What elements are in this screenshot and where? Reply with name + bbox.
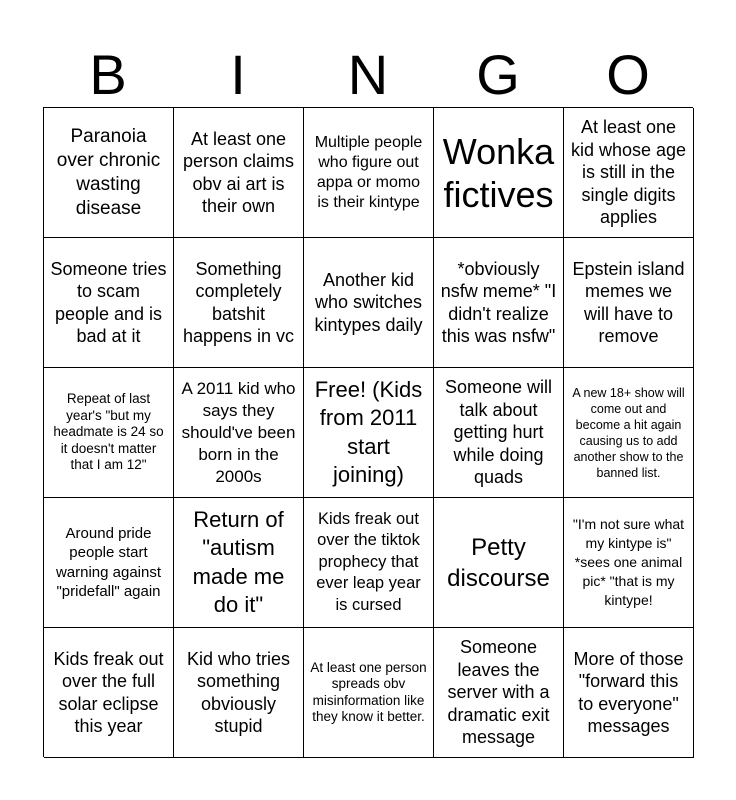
cell-text: Petty discourse (447, 533, 550, 592)
title-letter-g: G (476, 43, 520, 106)
cell-text: Someone will talk about getting hurt while doing quads (444, 377, 553, 488)
title-letter-i: I (230, 43, 246, 106)
bingo-cell[interactable] (304, 628, 434, 758)
cell-text: Paranoia over chronic wasting disease (56, 125, 161, 219)
cell-text: Multiple people who figure out appa or momo is their kintype (314, 133, 423, 211)
bingo-cell[interactable] (564, 628, 694, 758)
cell-text: Epstein island memes we will have to remove (572, 258, 685, 346)
bingo-cell[interactable] (174, 108, 304, 238)
free-space-cell[interactable] (304, 368, 434, 498)
cell-text: Kids freak out over the tiktok prophecy that ever leap year is cursed (316, 509, 421, 614)
cell-text: Someone leaves the server with a dramatic exit message (447, 637, 550, 748)
bingo-cell[interactable] (564, 498, 694, 628)
cell-text: A new 18+ show will come out and become a hit again causing us to add another show to the banned list. (572, 385, 685, 480)
title-letter-o: O (606, 43, 650, 106)
bingo-cell[interactable] (44, 628, 174, 758)
cell-text: Kid who tries something obviously stupid (186, 648, 291, 736)
cell-text: At least one kid whose age is still in the single digits applies (570, 117, 687, 228)
bingo-cell[interactable] (174, 628, 304, 758)
bingo-cell[interactable] (44, 498, 174, 628)
cell-text: *obviously nsfw meme* "I didn't realize this was nsfw" (440, 258, 557, 346)
cell-text: Kids freak out over the full solar eclipse this year (53, 648, 164, 736)
bingo-cell[interactable] (434, 108, 564, 238)
bingo-cell[interactable] (564, 108, 694, 238)
bingo-cell[interactable] (434, 238, 564, 368)
cell-text: At least one person spreads obv misinformation like they know it better. (310, 659, 427, 724)
cell-text: "I'm not sure what my kintype is" *sees one animal pic* "that is my kintype! (572, 516, 685, 608)
cell-text: Wonka fictives (442, 130, 555, 215)
cell-text: More of those "forward this to everyone" messages (573, 648, 684, 736)
cell-text: Someone tries to scam people and is bad at it (50, 258, 167, 346)
cell-text: A 2011 kid who says they should've been born in the 2000s (181, 378, 296, 486)
bingo-cell[interactable] (564, 368, 694, 498)
cell-text: Free! (Kids from 2011 start joining) (314, 376, 423, 487)
bingo-cell[interactable] (174, 368, 304, 498)
bingo-cell[interactable] (44, 238, 174, 368)
bingo-cell[interactable] (304, 108, 434, 238)
cell-text: Another kid who switches kintypes daily (314, 269, 423, 335)
cell-text: Repeat of last year's "but my headmate is 24 so it doesn't matter that I am 12" (53, 391, 164, 473)
bingo-title (43, 44, 693, 106)
bingo-cell[interactable] (434, 368, 564, 498)
bingo-cell[interactable] (304, 238, 434, 368)
bingo-cell[interactable] (564, 238, 694, 368)
bingo-cell[interactable] (174, 238, 304, 368)
cell-text: Something completely batshit happens in vc (182, 258, 295, 346)
bingo-cell[interactable] (44, 108, 174, 238)
bingo-cell[interactable] (304, 498, 434, 628)
bingo-cell[interactable] (174, 498, 304, 628)
cell-text: Around pride people start warning against "pridefall" again (55, 524, 162, 600)
bingo-board (43, 107, 693, 757)
bingo-cell[interactable] (434, 628, 564, 758)
cell-text: At least one person claims obv ai art is their own (182, 128, 295, 216)
title-letter-b: B (89, 43, 127, 106)
bingo-cell[interactable] (44, 368, 174, 498)
bingo-cell[interactable] (434, 498, 564, 628)
title-letter-n: N (347, 43, 389, 106)
cell-text: Return of "autism made me do it" (192, 506, 285, 617)
